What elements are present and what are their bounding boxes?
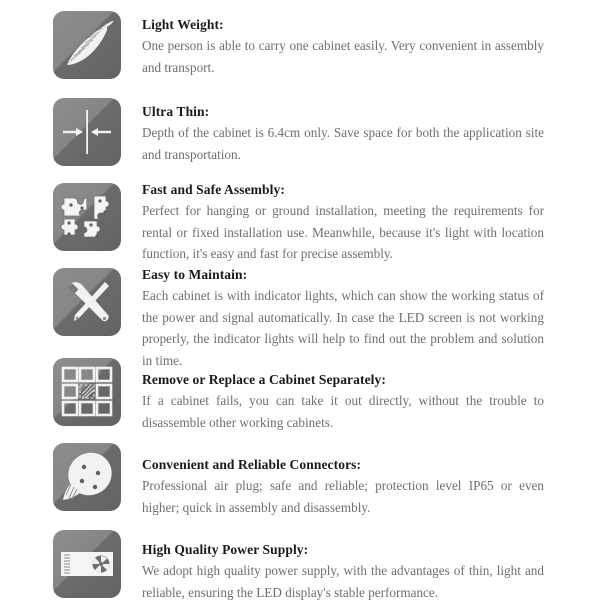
feature-title: Fast and Safe Assembly: [142,182,285,197]
feature-title: Ultra Thin: [142,104,210,119]
feature-body: Professional air plug; safe and reliable; protection level IP65 or even higher; quick in assembly and disassembly. [142,478,544,515]
feature-title: Remove or Replace a Cabinet Separately: [142,372,386,387]
feature-body: We adopt high quality power supply, with the advantages of thin, light and reliable, ensuring the LED display's stable performance. [142,563,544,600]
feature-text [142,102,544,165]
feature-body: Each cabinet is with indicator lights, which can show the working status of the power and signal automatically. In case the LED screen is not working properly, the indicator lights will help to find out the problem and solution in time. [142,288,544,368]
feature-text [142,540,544,603]
feature-title: Light Weight: [142,17,224,32]
puzzle-pieces-icon [53,183,121,251]
air-plug-connector-icon [53,443,121,511]
feature-text [142,370,544,433]
feature-body: If a cabinet fails, you can take it out directly, without the trouble to disassemble other working cabinets. [142,393,544,430]
feature-text [142,265,544,371]
feature-text [142,15,544,78]
feature-title: Easy to Maintain: [142,267,248,282]
wrench-screwdriver-icon [53,268,121,336]
feature-text [142,180,544,265]
feature-body: One person is able to carry one cabinet easily. Very convenient in assembly and transport. [142,38,544,75]
feature-body: Perfect for hanging or ground installation, meeting the requirements for rental or fixed installation use. Meanwhile, because it's light with location function, it's easy and fast for precise assembly. [142,203,544,261]
feature-body: Depth of the cabinet is 6.4cm only. Save space for both the application site and transportation. [142,125,544,162]
feature-title: Convenient and Reliable Connectors: [142,457,362,472]
feature-title: High Quality Power Supply: [142,542,309,557]
thickness-arrows-icon [53,98,121,166]
power-supply-icon [53,530,121,598]
feather-icon [53,11,121,79]
cabinet-grid-icon [53,358,121,426]
feature-text [142,455,544,518]
